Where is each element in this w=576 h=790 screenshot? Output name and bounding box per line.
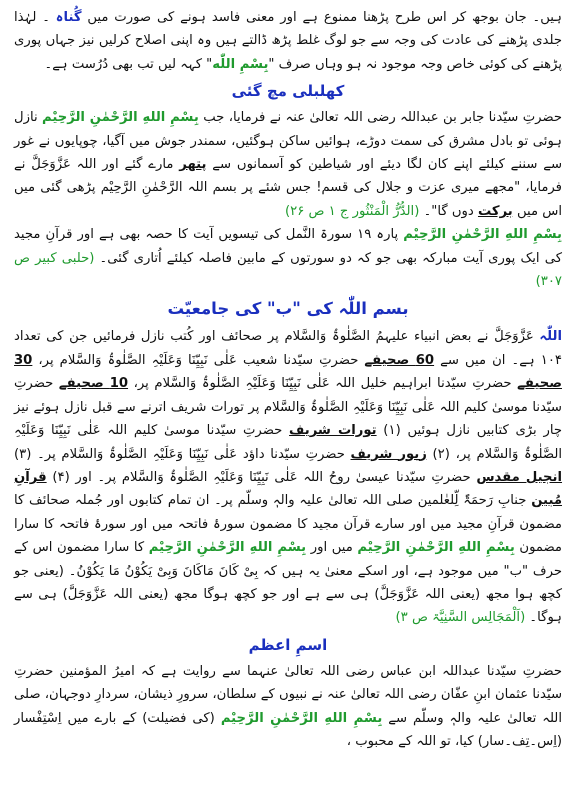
citation-halbi-kabir: (حلبی کبیر ص ۳۰۷) bbox=[14, 250, 562, 290]
scripture-count-30: 30 صحیفے bbox=[14, 352, 562, 392]
text-run: پارہ ۱۹ سورۃ النَّمل کی تیسویں آیت کا حصہ بھی ہے اور قرآنِ مجید کی ایک پوری آیت مبارکہ بھی جو کہ دو سورتوں کے مابین فاصلہ کیلئے اُتاری گئی۔ bbox=[14, 227, 562, 266]
barakat-word: برکت bbox=[477, 203, 513, 219]
paragraph-scriptures bbox=[14, 325, 562, 629]
text-run: کا سارا مضمون اس کے حرف "ب" میں موجود ہے، اور اسکے معنیٰ یہ ہیں کہ بِیْ کَانَ مَاکَانَ وَبِیْ یَکُوْنُ مَا یَکُوْنُ۔ (یعنی جو کچھ ہوا مجھ (یعنی اللہ عَزَّوَجَلَّ) ہی سے ہے اور جو کچھ ہوگا مجھ (یعنی اللہ عَزَّوَجَلَّ) ہی سے ہوگا۔ bbox=[14, 540, 562, 626]
heading-jamiyat: بسم اللّٰہ کی "ب" کی جامعیّت bbox=[167, 299, 409, 319]
text-run: میں اور bbox=[306, 540, 358, 556]
text-run: " کہہ لیں تب بھی دُرُست ہے۔ bbox=[44, 56, 213, 72]
allah-word: اللّٰہ bbox=[539, 329, 562, 345]
bismillah-full: بِسْمِ اللهِ الرَّحْمٰنِ الرَّحِیْم bbox=[220, 710, 383, 726]
text-run: جنابِ رَحمَۃٌ لِّلعٰلمین صلی اللہ تعالیٰ علیہ والہٖ وسلّم پر۔ ان تمام کتابوں اور جُملہ صحائف کا مضمون قرآنِ مجید میں اور سارے قرآن مجید کا مضمون سورۂ فاتحہ میں اور سورۂ فاتحہ کا سارا مضمون bbox=[14, 493, 562, 556]
injil-title: انجیل مقدس bbox=[476, 469, 563, 485]
paragraph-intro bbox=[14, 6, 562, 76]
zabur-title: زبور شریف bbox=[350, 446, 427, 462]
text-run: مارے گئے اور اللہ عَزَّوَجَلَّ نے فرمایا، "مجھے میری عزت و جلال کی قسم! جس شئے پر بسم اللہ الرَّحْمٰنِ الرَّحِیْم پڑھی گئی میں اس میں bbox=[14, 157, 562, 219]
text-run: حضرتِ سیّدنا عبداللہ ابن عباس رضی اللہ تعالیٰ عنہما سے روایت ہے کہ امیرُ المؤمنین حضرتِ سیّدنا عثمان ابنِ عفّان رضی اللہ تعالیٰ عنہ نے نبیوں کے سلطان، سرورِ ذیشان، سردارِ دوجہان، صلی اللہ تعالیٰ علیہ والہٖ وسلّم سے bbox=[14, 663, 562, 726]
sin-word: گُناہ bbox=[55, 10, 82, 25]
text-run: ۔ لہٰذا جلدی پڑھنے کی عادت کی وجہ سے جو لوگ غلط پڑھ ڈالتے ہیں وہ اپنی اصلاح کرلیں نیز جہاں پوری پڑھنے کی کوئی خاص وجہ موجود نہ ہو وہاں صرف " bbox=[14, 10, 562, 72]
scripture-count-60: 60 صحیفے bbox=[364, 352, 435, 368]
text-run: نازل ہوئی تو بادل مشرق کی سمت دوڑے، ہوائیں ساکن ہوگئیں، سمندر جوش میں آگیا، چوپایوں نے غور سے سننے کیلئے اپنے کان لگا دیئے اور شیاطین کو آسمانوں سے bbox=[14, 110, 562, 173]
paragraph-ism-azam bbox=[14, 660, 562, 754]
paragraph-surah-naml bbox=[14, 223, 562, 293]
text-run: حضرتِ سیّدنا ابراہیم خلیل اللہ عَلٰی نَبِیِّنَا وَعَلَیْہِ الصَّلٰوۃُ وَالسَّلام پر، bbox=[128, 376, 518, 392]
text-run: حضرتِ سیّدنا عیسیٰ روحُ اللہ عَلٰی نَبِیِّنَا وَعَلَیْہِ الصَّلٰوۃُ وَالسَّلام پر۔ اور (۴) bbox=[46, 469, 477, 485]
torah-title: تورات شریف bbox=[289, 423, 377, 439]
text-run: دوں گا"۔ bbox=[419, 203, 478, 219]
scripture-count-10: 10 صحیفے bbox=[58, 376, 129, 392]
heading-khalbali: کھلبلی مچ گئی bbox=[231, 82, 345, 101]
quran-title: قرآنِ مُبین bbox=[14, 469, 562, 509]
text-run: (کی فضیلت) کے بارے میں اِسْتِفْسار (اِس۔تِف۔سار) کیا، تو اللہ کے محبوب ، bbox=[14, 710, 562, 749]
text-run: حضرتِ سیّدنا موسیٰ کلیم اللہ عَلٰی نَبِیِّنَا وَعَلَیْہِ الصَّلٰوۃُ وَالسَّلام پر تورات شریف اترنے سے قبل نازل ہوئے نیز چار بڑی کتابیں نازل ہوئیں (۱) bbox=[14, 376, 562, 439]
heading-ism-azam: اسمِ اعظم bbox=[248, 635, 328, 654]
citation-durr-manthur: (الدُّرُّ الْمَنْثُور ج ۱ ص ۲۶) bbox=[284, 203, 420, 219]
stone-word: پتھر bbox=[179, 157, 207, 173]
text-run: حضرتِ سیّدنا موسیٰ کلیم اللہ عَلٰی نَبِیِّنَا وَعَلَیْہِ الصَّلٰوۃُ وَالسَّلام پر، (۲) bbox=[14, 423, 563, 462]
bismillah-short: بِسْمِ اللّٰه bbox=[212, 56, 269, 72]
bismillah-full: بِسْمِ اللهِ الرَّحْمٰنِ الرَّحِیْم bbox=[148, 540, 307, 556]
paragraph-jabir-narration bbox=[14, 106, 562, 223]
text-run: حضرتِ سیّدنا جابر بن عبداللہ رضی اللہ تعالیٰ عنہ نے فرمایا، جب bbox=[198, 110, 562, 126]
text-run: عَزَّوَجَلَّ نے بعض انبیاء علیہمُ الصَّلٰوۃُ وَالسَّلام پر صحائف اور کُتب نازل فرمائیں جن کی تعداد ۱۰۴ ہے۔ ان میں سے bbox=[14, 329, 562, 368]
bismillah-full: بِسْمِ اللهِ الرَّحْمٰنِ الرَّحِیْم bbox=[403, 227, 562, 243]
bismillah-full: بِسْمِ اللهِ الرَّحْمٰنِ الرَّحِیْم bbox=[357, 540, 515, 556]
text-run: حضرتِ سیّدنا شعیب عَلٰی نَبِیِّنَا وَعَلَیْہِ الصَّلٰوۃُ وَالسَّلام پر، bbox=[32, 352, 365, 368]
bismillah-full: بِسْمِ اللهِ الرَّحْمٰنِ الرَّحِیْم bbox=[42, 110, 199, 126]
text-run: ہیں۔ جان بوجھ کر اس طرح پڑھنا ممنوع ہے اور معنی فاسد ہونے کی صورت میں bbox=[81, 10, 562, 25]
citation-majalis: (اَلْمَجَالِس السَّنِیَّۃ ص ۳) bbox=[395, 610, 526, 626]
text-run: حضرتِ سیّدنا داؤد عَلٰی نَبِیِّنَا وَعَلَیْہِ الصَّلٰوۃُ وَالسَّلام پر۔ (۳) bbox=[14, 446, 351, 462]
